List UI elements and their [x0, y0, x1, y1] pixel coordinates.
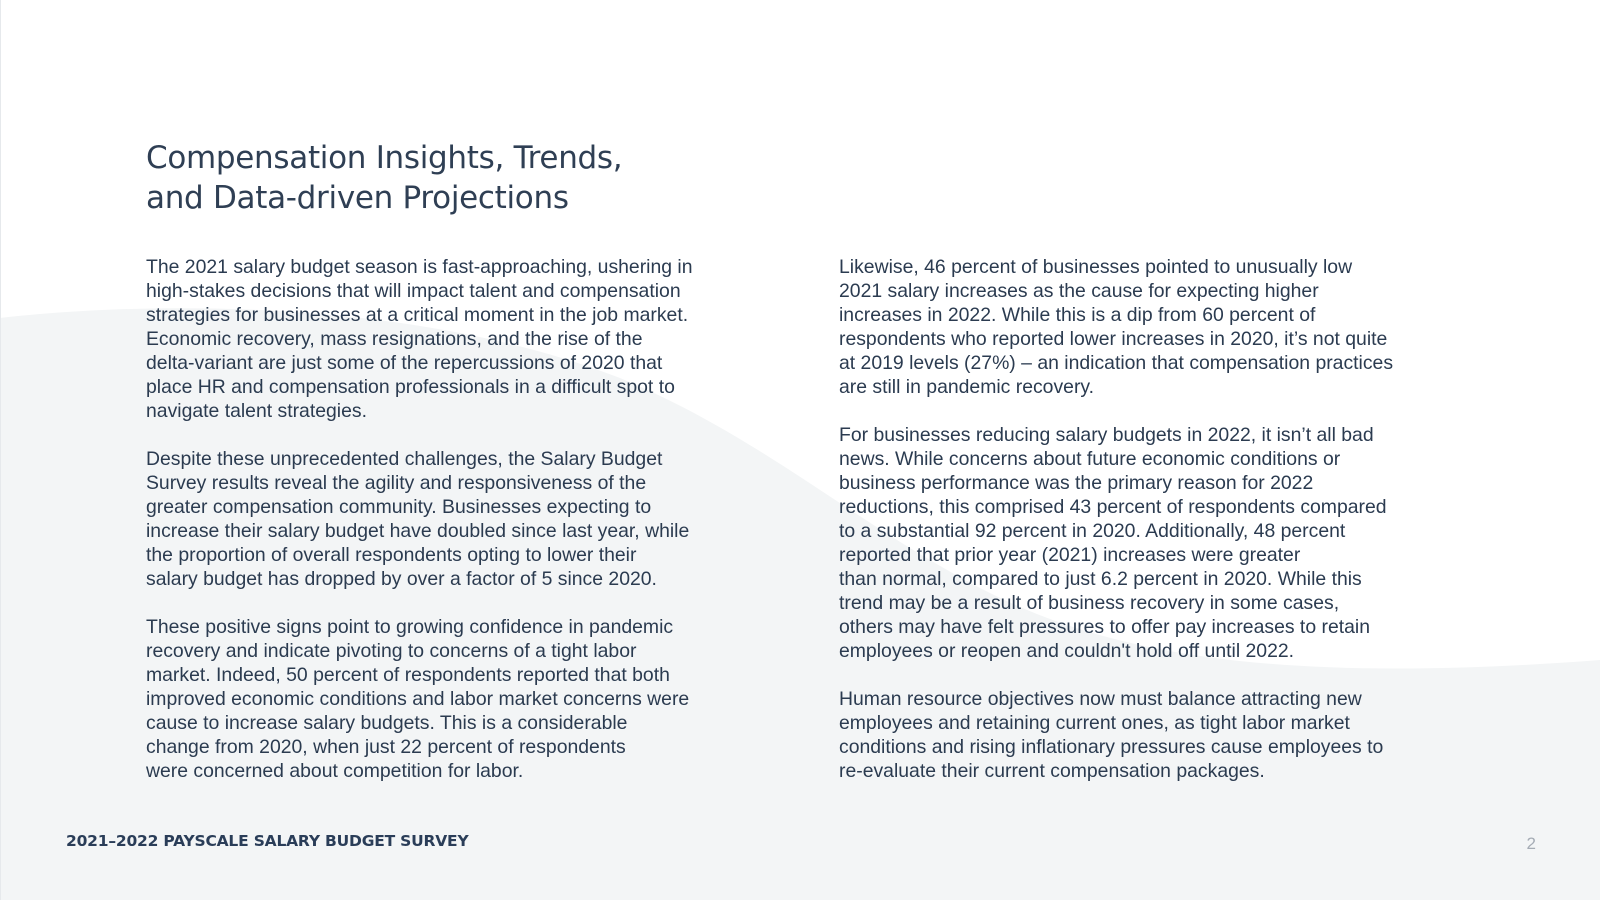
body-paragraph	[839, 423, 1459, 663]
text-line: change from 2020, when just 22 percent of respondents	[146, 736, 626, 758]
page-title	[146, 138, 846, 218]
text-line: news. While concerns about future economic conditions or	[839, 448, 1341, 470]
text-line: Economic recovery, mass resignations, and the rise of the	[146, 328, 643, 350]
body-paragraph	[146, 447, 766, 591]
text-line: Despite these unprecedented challenges, the Salary Budget	[146, 448, 663, 470]
left-text-column	[146, 255, 766, 807]
text-line: Likewise, 46 percent of businesses pointed to unusually low	[839, 256, 1353, 278]
body-paragraph	[146, 255, 766, 423]
text-line: re-evaluate their current compensation packages.	[839, 760, 1265, 782]
page-title-line: Compensation Insights, Trends,	[146, 140, 623, 176]
text-line: trend may be a result of business recovery in some cases,	[839, 592, 1340, 614]
text-line: market. Indeed, 50 percent of respondents reported that both	[146, 664, 670, 686]
text-line: reported that prior year (2021) increases were greater	[839, 544, 1301, 566]
text-line: others may have felt pressures to offer pay increases to retain	[839, 616, 1370, 638]
text-line: conditions and rising inflationary pressures cause employees to	[839, 736, 1384, 758]
text-line: are still in pandemic recovery.	[839, 376, 1095, 398]
text-line: the proportion of overall respondents opting to lower their	[146, 544, 637, 566]
page-title-line: and Data-driven Projections	[146, 180, 569, 216]
text-line: business performance was the primary reason for 2022	[839, 472, 1314, 494]
text-line: For businesses reducing salary budgets in 2022, it isn’t all bad	[839, 424, 1374, 446]
text-line: were concerned about competition for labor.	[146, 760, 524, 782]
text-line: recovery and indicate pivoting to concerns of a tight labor	[146, 640, 637, 662]
text-line: employees and retaining current ones, as tight labor market	[839, 712, 1350, 734]
text-line: respondents who reported lower increases in 2020, it’s not quite	[839, 328, 1388, 350]
text-line: increase their salary budget have doubled since last year, while	[146, 520, 690, 542]
text-line: navigate talent strategies.	[146, 400, 367, 422]
text-line: greater compensation community. Businesses expecting to	[146, 496, 652, 518]
text-line: reductions, this comprised 43 percent of respondents compared	[839, 496, 1387, 518]
text-line: to a substantial 92 percent in 2020. Additionally, 48 percent	[839, 520, 1346, 542]
body-paragraph	[839, 687, 1459, 783]
page-edge-line	[0, 0, 1, 900]
text-line: at 2019 levels (27%) – an indication that compensation practices	[839, 352, 1394, 374]
text-line: Survey results reveal the agility and responsiveness of the	[146, 472, 647, 494]
body-paragraph	[146, 615, 766, 783]
text-line: These positive signs point to growing confidence in pandemic	[146, 616, 674, 638]
footer-report-title: 2021–2022 PAYSCALE SALARY BUDGET SURVEY	[66, 832, 469, 850]
text-line: high-stakes decisions that will impact talent and compensation	[146, 280, 681, 302]
text-line: Human resource objectives now must balance attracting new	[839, 688, 1362, 710]
text-line: cause to increase salary budgets. This is a considerable	[146, 712, 628, 734]
text-line: salary budget has dropped by over a factor of 5 since 2020.	[146, 568, 657, 590]
text-line: The 2021 salary budget season is fast-approaching, ushering in	[146, 256, 693, 278]
text-line: 2021 salary increases as the cause for expecting higher	[839, 280, 1319, 302]
text-line: increases in 2022. While this is a dip from 60 percent of	[839, 304, 1316, 326]
text-line: than normal, compared to just 6.2 percent in 2020. While this	[839, 568, 1362, 590]
page-number: 2	[1526, 834, 1536, 853]
body-paragraph	[839, 255, 1459, 399]
text-line: improved economic conditions and labor market concerns were	[146, 688, 690, 710]
text-line: strategies for businesses at a critical moment in the job market.	[146, 304, 689, 326]
right-text-column	[839, 255, 1459, 807]
text-line: delta-variant are just some of the repercussions of 2020 that	[146, 352, 663, 374]
text-line: place HR and compensation professionals in a difficult spot to	[146, 376, 675, 398]
text-line: employees or reopen and couldn't hold off until 2022.	[839, 640, 1295, 662]
